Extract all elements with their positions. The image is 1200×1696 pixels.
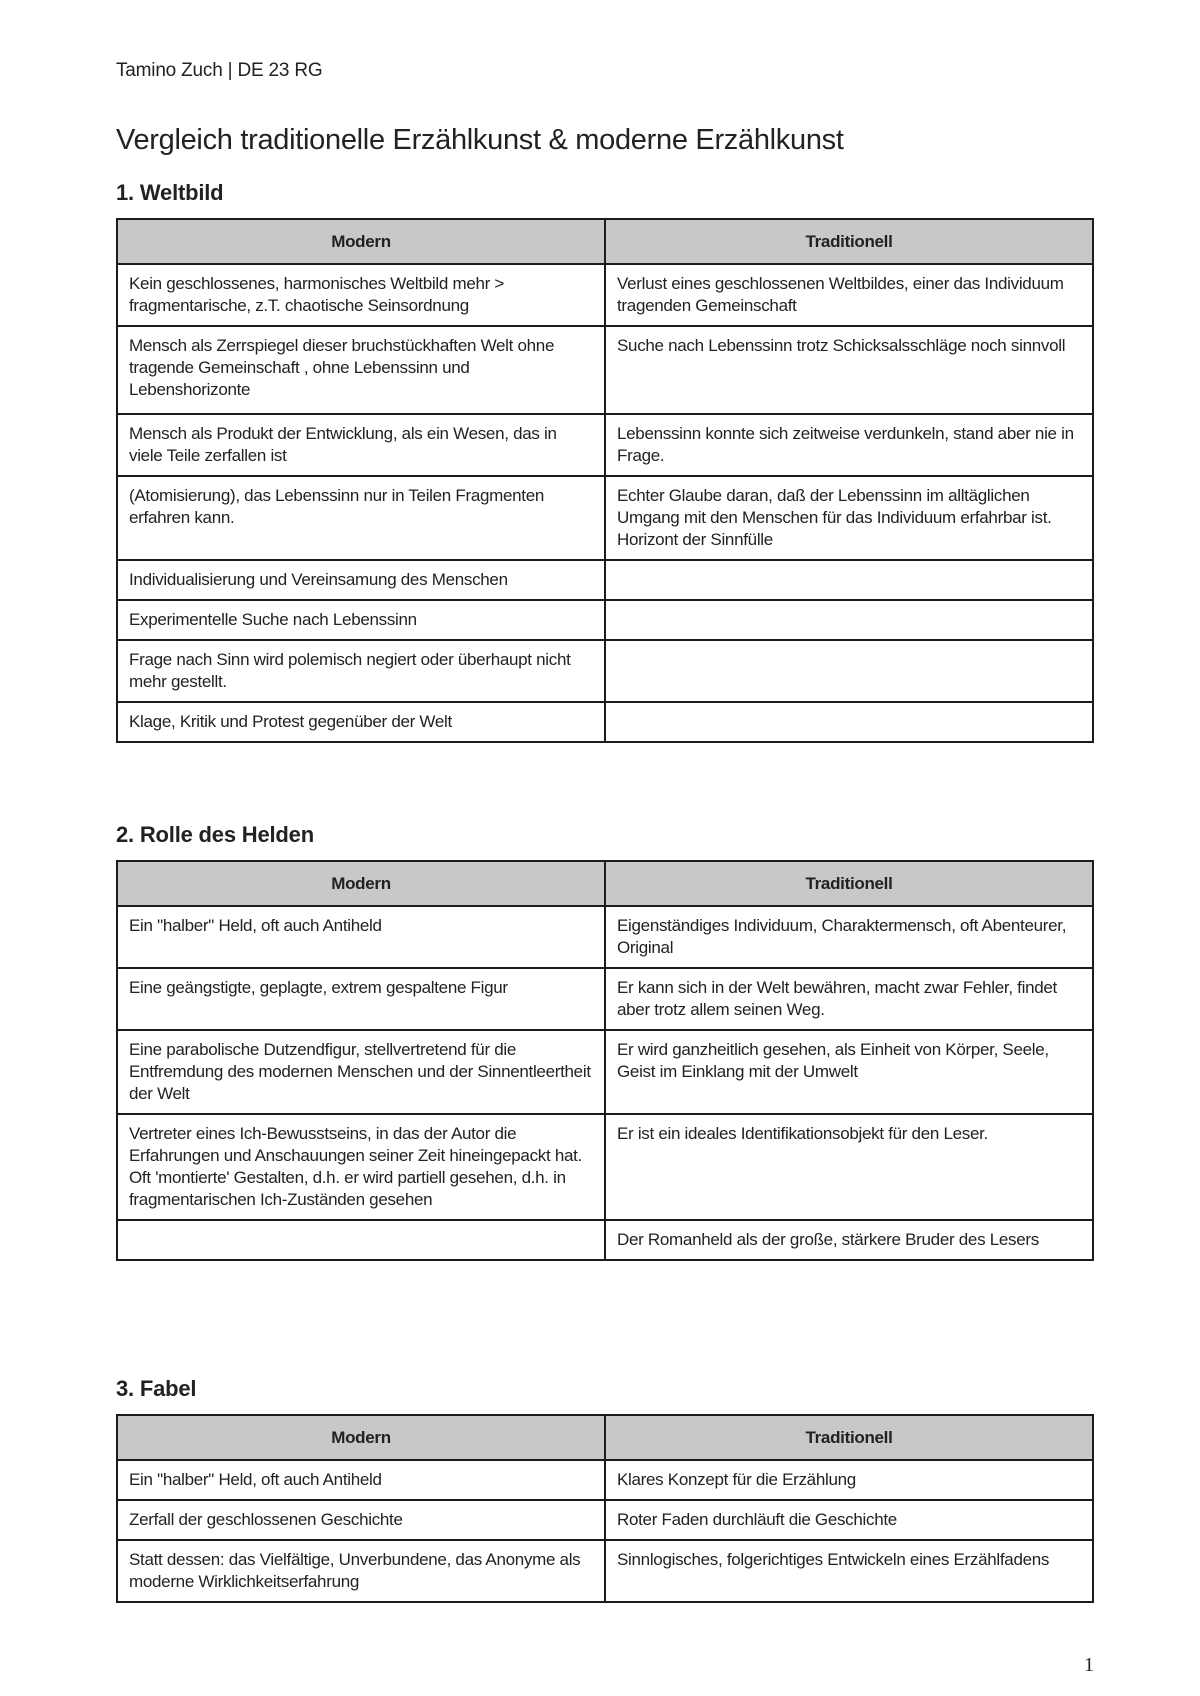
table-cell-modern: Eine geängstigte, geplagte, extrem gespaltene Figur [117, 968, 605, 1030]
table-cell-modern: Mensch als Zerrspiegel dieser bruchstückhaften Welt ohne tragende Gemeinschaft , ohne Lebenssinn und Lebenshorizonte [117, 326, 605, 414]
table-cell-traditionell: Klares Konzept für die Erzählung [605, 1460, 1093, 1500]
table-row [117, 906, 1093, 968]
table-cell-traditionell: Suche nach Lebenssinn trotz Schicksalsschläge noch sinnvoll [605, 326, 1093, 414]
table-cell-traditionell: Echter Glaube daran, daß der Lebenssinn im alltäglichen Umgang mit den Menschen für das Individuum erfahrbar ist. Horizont der Sinnfülle [605, 476, 1093, 560]
table-row [117, 702, 1093, 742]
column-header-traditionell: Traditionell [605, 1415, 1093, 1460]
table-row [117, 560, 1093, 600]
table-header-row [117, 219, 1093, 264]
section-heading: 1. Weltbild [116, 180, 224, 205]
column-header-modern: Modern [117, 1415, 605, 1460]
table-cell-modern: Kein geschlossenes, harmonisches Weltbild mehr > fragmentarische, z.T. chaotische Seinsordnung [117, 264, 605, 326]
table-cell-traditionell: Roter Faden durchläuft die Geschichte [605, 1500, 1093, 1540]
table-header-row [117, 861, 1093, 906]
table-row [117, 476, 1093, 560]
table-cell-traditionell: Eigenständiges Individuum, Charaktermensch, oft Abenteurer, Original [605, 906, 1093, 968]
table-cell-modern: Klage, Kritik und Protest gegenüber der Welt [117, 702, 605, 742]
table-cell-modern: Zerfall der geschlossenen Geschichte [117, 1500, 605, 1540]
table-cell-traditionell [605, 702, 1093, 742]
author-line: Tamino Zuch | DE 23 RG [116, 60, 323, 81]
table-cell-traditionell: Er kann sich in der Welt bewähren, macht zwar Fehler, findet aber trotz allem seinen Weg. [605, 968, 1093, 1030]
table-cell-modern: Vertreter eines Ich-Bewusstseins, in das der Autor die Erfahrungen und Anschauungen seiner Zeit hineingepackt hat. Oft 'montierte' Gestalten, d.h. er wird partiell gesehen, d.h. in fragmentarischen Ich-Zuständen gesehen [117, 1114, 605, 1220]
comparison-table [116, 218, 1094, 743]
section-heading: 2. Rolle des Helden [116, 822, 314, 847]
table-row [117, 1114, 1093, 1220]
table-row [117, 264, 1093, 326]
section-weltbild [116, 180, 1094, 743]
table-row [117, 968, 1093, 1030]
section-fabel [116, 1376, 1094, 1603]
comparison-table [116, 860, 1094, 1261]
table-cell-modern: (Atomisierung), das Lebenssinn nur in Teilen Fragmenten erfahren kann. [117, 476, 605, 560]
table-cell-traditionell [605, 640, 1093, 702]
table-cell-modern: Ein "halber" Held, oft auch Antiheld [117, 906, 605, 968]
comparison-table [116, 1414, 1094, 1603]
section-heading: 3. Fabel [116, 1376, 197, 1401]
table-cell-traditionell: Verlust eines geschlossenen Weltbildes, einer das Individuum tragenden Gemeinschaft [605, 264, 1093, 326]
column-header-modern: Modern [117, 219, 605, 264]
table-row [117, 640, 1093, 702]
table-cell-modern: Mensch als Produkt der Entwicklung, als ein Wesen, das in viele Teile zerfallen ist [117, 414, 605, 476]
column-header-modern: Modern [117, 861, 605, 906]
section-rolle-des-helden [116, 822, 1094, 1261]
page-number: 1 [1084, 1654, 1094, 1676]
table-cell-modern: Frage nach Sinn wird polemisch negiert oder überhaupt nicht mehr gestellt. [117, 640, 605, 702]
table-cell-traditionell: Sinnlogisches, folgerichtiges Entwickeln eines Erzählfadens [605, 1540, 1093, 1602]
table-cell-traditionell: Er ist ein ideales Identifikationsobjekt für den Leser. [605, 1114, 1093, 1220]
table-cell-modern: Eine parabolische Dutzendfigur, stellvertretend für die Entfremdung des modernen Menschen und der Sinnentleertheit der Welt [117, 1030, 605, 1114]
table-row [117, 326, 1093, 414]
table-row [117, 600, 1093, 640]
table-header-row [117, 1415, 1093, 1460]
table-cell-traditionell [605, 560, 1093, 600]
table-cell-modern: Individualisierung und Vereinsamung des Menschen [117, 560, 605, 600]
table-cell-modern: Experimentelle Suche nach Lebenssinn [117, 600, 605, 640]
table-cell-traditionell: Der Romanheld als der große, stärkere Bruder des Lesers [605, 1220, 1093, 1260]
table-row [117, 1030, 1093, 1114]
table-cell-traditionell [605, 600, 1093, 640]
table-cell-modern [117, 1220, 605, 1260]
table-cell-traditionell: Er wird ganzheitlich gesehen, als Einheit von Körper, Seele, Geist im Einklang mit der Umwelt [605, 1030, 1093, 1114]
table-row [117, 1460, 1093, 1500]
table-row [117, 414, 1093, 476]
table-row [117, 1220, 1093, 1260]
table-cell-modern: Statt dessen: das Vielfältige, Unverbundene, das Anonyme als moderne Wirklichkeitserfahrung [117, 1540, 605, 1602]
column-header-traditionell: Traditionell [605, 861, 1093, 906]
table-row [117, 1540, 1093, 1602]
table-cell-traditionell: Lebenssinn konnte sich zeitweise verdunkeln, stand aber nie in Frage. [605, 414, 1093, 476]
table-row [117, 1500, 1093, 1540]
document-title: Vergleich traditionelle Erzählkunst & moderne Erzählkunst [116, 124, 844, 156]
table-cell-modern: Ein "halber" Held, oft auch Antiheld [117, 1460, 605, 1500]
column-header-traditionell: Traditionell [605, 219, 1093, 264]
